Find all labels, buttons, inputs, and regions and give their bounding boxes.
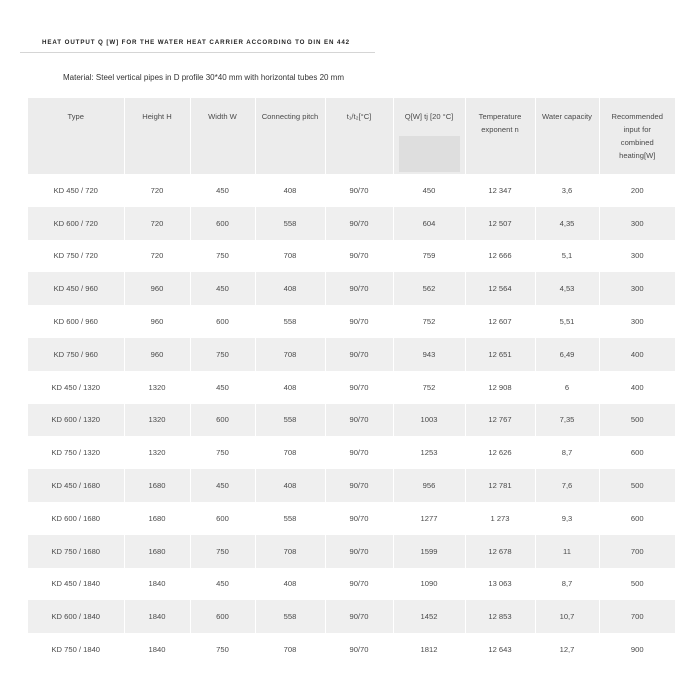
table-cell-type: KD 750 / 720 [28,240,124,273]
table-cell-type: KD 600 / 960 [28,305,124,338]
table-cell-width: 450 [190,371,255,404]
table-cell-recommended-input: 500 [630,579,644,589]
table-cell-height: 1320 [124,371,190,404]
table-cell-temperature-exponent: 12 347 [465,174,535,207]
table-cell-water-capacity: 9,3 [535,502,599,535]
table-cell-heat-output: 1812 [393,633,465,666]
table-row [28,633,675,666]
table-cell-connecting-pitch: 408 [255,272,325,305]
table-cell-width: 600 [190,207,255,240]
header-col-recommended-input [599,98,675,174]
table-cell-water-capacity: 8,7 [535,568,599,601]
table-cell-height: 1320 [124,436,190,469]
table-cell-water-capacity: 4,53 [535,272,599,305]
table-cell-type: KD 600 / 1840 [28,600,124,633]
table-row [28,404,675,437]
table-cell-height: 720 [124,174,190,207]
table-row [28,207,675,240]
table-cell-temperatures: 90/70 [325,600,393,633]
table-cell-water-capacity: 3,6 [535,174,599,207]
table-row [28,272,675,305]
table-cell-height: 720 [124,240,190,273]
table-cell-height: 960 [124,272,190,305]
table-cell-temperatures: 90/70 [325,404,393,437]
header-label: Q[W] tj [20 °C] [404,112,454,121]
table-cell-heat-output: 450 [393,174,465,207]
table-cell-recommended-input: 300 [630,251,644,261]
table-row [28,240,675,273]
table-cell-heat-output: 956 [393,469,465,502]
table-cell-temperature-exponent: 12 626 [465,436,535,469]
table-cell-heat-output: 752 [393,371,465,404]
table-cell-heat-output: 759 [393,240,465,273]
table-cell-temperature-exponent: 12 666 [465,240,535,273]
table-cell-heat-output: 1277 [393,502,465,535]
header-label: Type [67,112,84,121]
table-cell-temperature-exponent: 1 273 [465,502,535,535]
table-row [28,174,675,207]
table-cell-recommended-input: 400 [630,349,644,359]
table-cell-recommended-input: 300 [630,317,644,327]
table-cell-height: 1320 [124,404,190,437]
table-cell-height: 1680 [124,469,190,502]
table-cell-temperature-exponent: 12 507 [465,207,535,240]
table-cell-width: 750 [190,240,255,273]
table-cell-temperatures: 90/70 [325,535,393,568]
table-cell-connecting-pitch: 708 [255,338,325,371]
table-cell-recommended-input: 300 [630,284,644,294]
table-cell-width: 600 [190,502,255,535]
header-col-height [124,98,190,174]
table-cell-recommended-input: 600 [630,513,644,523]
table-cell-heat-output: 1599 [393,535,465,568]
page-title: HEAT OUTPUT Q [W] FOR THE WATER HEAT CARRIER ACCORDING TO DIN EN 442 [42,39,351,46]
table-row [28,502,675,535]
table-cell-recommended-input: 500 [630,415,644,425]
table-cell-heat-output: 1003 [393,404,465,437]
table-cell-heat-output: 1090 [393,568,465,601]
table-cell-connecting-pitch: 558 [255,305,325,338]
table-cell-width: 750 [190,633,255,666]
table-cell-connecting-pitch: 558 [255,600,325,633]
table-cell-type: KD 450 / 1840 [28,568,124,601]
table-cell-type: KD 450 / 960 [28,272,124,305]
table-cell-temperatures: 90/70 [325,272,393,305]
header-col-heat-output [393,98,465,174]
table-cell-water-capacity: 7,6 [535,469,599,502]
table-cell-connecting-pitch: 558 [255,207,325,240]
table-cell-water-capacity: 6,49 [535,338,599,371]
table-row [28,469,675,502]
table-row [28,535,675,568]
table-cell-height: 960 [124,338,190,371]
table-cell-connecting-pitch: 708 [255,240,325,273]
table-cell-height: 1680 [124,502,190,535]
header-col-temperatures [325,98,393,174]
table-cell-width: 600 [190,404,255,437]
table-cell-recommended-input: 500 [630,481,644,491]
table-cell-temperatures: 90/70 [325,371,393,404]
table-cell-width: 450 [190,469,255,502]
table-cell-type: KD 450 / 1320 [28,371,124,404]
table-cell-water-capacity: 8,7 [535,436,599,469]
header-label: Width W [208,112,237,121]
table-cell-connecting-pitch: 408 [255,568,325,601]
table-cell-width: 750 [190,338,255,371]
table-cell-temperatures: 90/70 [325,436,393,469]
table-cell-width: 750 [190,535,255,568]
table-cell-heat-output: 604 [393,207,465,240]
table-cell-connecting-pitch: 408 [255,469,325,502]
table-cell-heat-output: 752 [393,305,465,338]
heat-output-table [28,98,675,666]
table-cell-connecting-pitch: 558 [255,404,325,437]
table-cell-recommended-input: 700 [630,546,644,556]
table-cell-water-capacity: 5,51 [535,305,599,338]
table-cell-width: 450 [190,174,255,207]
table-cell-temperature-exponent: 12 564 [465,272,535,305]
table-cell-width: 600 [190,305,255,338]
table-cell-heat-output: 1452 [393,600,465,633]
header-col-water-capacity [535,98,599,174]
table-cell-type: KD 450 / 1680 [28,469,124,502]
header-label: Temperature exponent n [478,112,522,134]
table-row [28,568,675,601]
table-cell-width: 450 [190,272,255,305]
table-cell-type: KD 750 / 1320 [28,436,124,469]
header-label: Water capacity [542,112,592,121]
table-cell-height: 720 [124,207,190,240]
table-cell-type: KD 450 / 720 [28,174,124,207]
table-cell-temperature-exponent: 12 853 [465,600,535,633]
table-cell-temperatures: 90/70 [325,207,393,240]
table-cell-temperatures: 90/70 [325,633,393,666]
table-cell-heat-output: 562 [393,272,465,305]
table-row [28,305,675,338]
table-cell-water-capacity: 10,7 [535,600,599,633]
table-body [28,174,675,666]
table-cell-water-capacity: 11 [535,535,599,568]
table-cell-height: 1840 [124,600,190,633]
table-cell-width: 600 [190,600,255,633]
header-label: t₁/t₂[°C] [346,112,372,121]
table-cell-temperatures: 90/70 [325,240,393,273]
table-row [28,600,675,633]
table-cell-temperature-exponent: 12 607 [465,305,535,338]
table-cell-type: KD 750 / 1680 [28,535,124,568]
table-cell-height: 960 [124,305,190,338]
table-cell-heat-output: 1253 [393,436,465,469]
header-shaded-box [399,136,460,172]
table-cell-temperatures: 90/70 [325,469,393,502]
table-cell-width: 750 [190,436,255,469]
table-cell-temperature-exponent: 12 678 [465,535,535,568]
table-cell-recommended-input: 400 [630,382,644,392]
table-cell-connecting-pitch: 558 [255,502,325,535]
table-cell-temperatures: 90/70 [325,568,393,601]
table-cell-water-capacity: 7,35 [535,404,599,437]
table-cell-temperatures: 90/70 [325,305,393,338]
table-cell-temperature-exponent: 12 908 [465,371,535,404]
table-cell-temperatures: 90/70 [325,174,393,207]
table-cell-connecting-pitch: 708 [255,633,325,666]
table-cell-height: 1680 [124,535,190,568]
header-label: Recommended input for combined heating[W] [611,112,663,160]
table-row [28,338,675,371]
table-header-row [28,98,675,174]
header-label: Height H [142,112,172,121]
table-cell-connecting-pitch: 408 [255,371,325,404]
table-cell-water-capacity: 12,7 [535,633,599,666]
header-col-connecting-pitch [255,98,325,174]
table-cell-recommended-input: 600 [630,448,644,458]
table-cell-width: 450 [190,568,255,601]
table-cell-temperature-exponent: 13 063 [465,568,535,601]
table-row [28,371,675,404]
material-description: Material: Steel vertical pipes in D profile 30*40 mm with horizontal tubes 20 mm [63,73,345,82]
table-cell-temperature-exponent: 12 767 [465,404,535,437]
table-cell-recommended-input: 300 [630,218,644,228]
table-cell-recommended-input: 900 [630,645,644,655]
header-col-temperature-exponent [465,98,535,174]
table-cell-temperature-exponent: 12 643 [465,633,535,666]
table-cell-type: KD 750 / 960 [28,338,124,371]
table-cell-water-capacity: 6 [535,371,599,404]
table-cell-water-capacity: 4,35 [535,207,599,240]
header-col-width [190,98,255,174]
table-cell-height: 1840 [124,568,190,601]
table-cell-type: KD 750 / 1840 [28,633,124,666]
table-cell-type: KD 600 / 1320 [28,404,124,437]
table-cell-connecting-pitch: 708 [255,535,325,568]
table-cell-water-capacity: 5,1 [535,240,599,273]
table-cell-height: 1840 [124,633,190,666]
header-col-type [28,98,124,174]
table-cell-temperature-exponent: 12 651 [465,338,535,371]
table-cell-connecting-pitch: 708 [255,436,325,469]
table-cell-temperatures: 90/70 [325,338,393,371]
table-cell-heat-output: 943 [393,338,465,371]
table-cell-temperature-exponent: 12 781 [465,469,535,502]
table-cell-temperatures: 90/70 [325,502,393,535]
table-cell-recommended-input: 700 [630,612,644,622]
title-block [20,22,375,53]
header-label: Connecting pitch [261,112,319,121]
table-row [28,436,675,469]
table-cell-recommended-input: 200 [630,185,644,195]
table-cell-type: KD 600 / 1680 [28,502,124,535]
table-cell-connecting-pitch: 408 [255,174,325,207]
table-cell-type: KD 600 / 720 [28,207,124,240]
